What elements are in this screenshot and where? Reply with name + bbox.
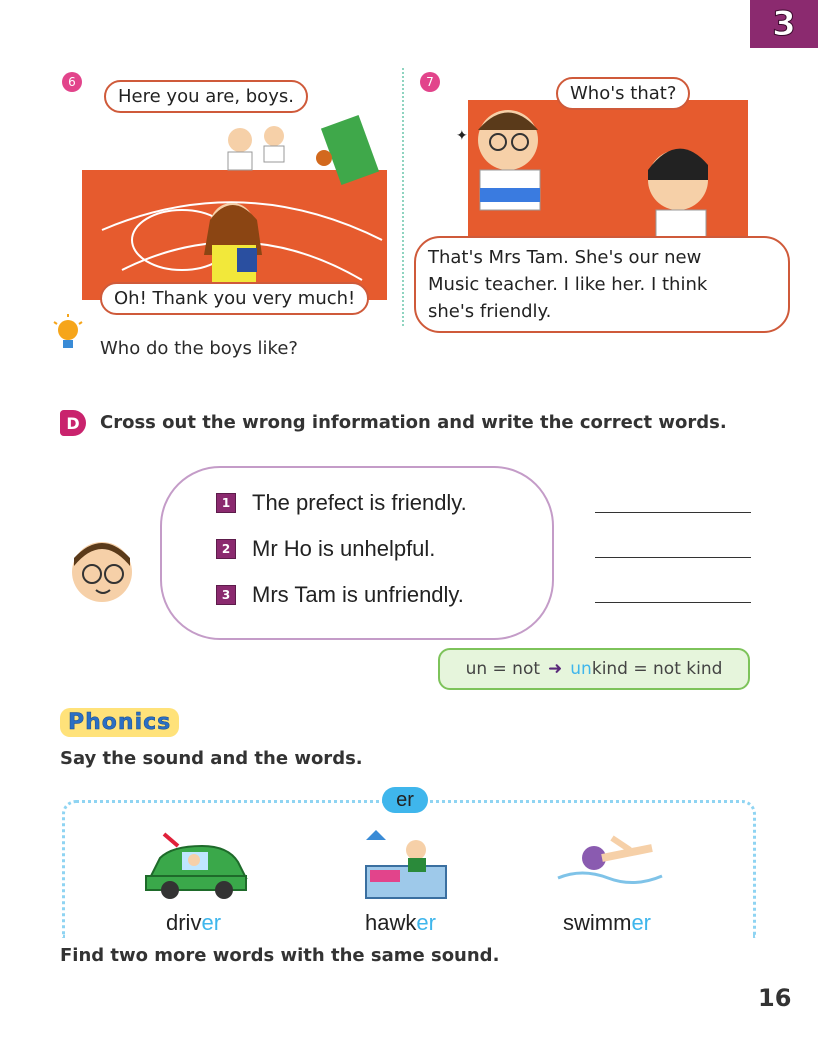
rule-box [438, 648, 750, 690]
exercise-item [216, 536, 435, 562]
item-number: 2 [216, 539, 236, 559]
phonics-logo [60, 708, 179, 737]
item-text: Mr Ho is unhelpful. [252, 536, 436, 561]
item-number: 3 [216, 585, 236, 605]
unit-number: 3 [772, 4, 796, 44]
panel-number: 6 [62, 72, 82, 92]
bubble-line: Music teacher. I like her. I think [428, 274, 708, 295]
exercise-item [216, 490, 467, 516]
answer-line-3[interactable] [595, 602, 751, 603]
sound-chip: er [382, 787, 428, 813]
phonics-word [166, 910, 221, 936]
answer-line-1[interactable] [595, 512, 751, 513]
answer-line-2[interactable] [595, 557, 751, 558]
hawker-icon [356, 826, 456, 910]
rule-left: un = not [465, 659, 541, 679]
panel-number: 7 [420, 72, 440, 92]
arrow-right-icon: ➜ [548, 659, 563, 679]
section-letter: D [66, 413, 80, 433]
word-stem: hawk [365, 910, 417, 935]
item-number: 1 [216, 493, 236, 513]
speech-bubble-long [414, 236, 790, 333]
item-text: The prefect is friendly. [252, 490, 467, 515]
item-text: Mrs Tam is unfriendly. [252, 582, 464, 607]
rule-rest: kind = not kind [591, 659, 723, 679]
boy-avatar [62, 528, 142, 612]
word-ending: er [201, 910, 222, 935]
speech-bubble: Who's that? [556, 77, 690, 110]
word-stem: swimm [563, 910, 632, 935]
word-ending: er [416, 910, 436, 935]
section-d-icon [60, 410, 86, 436]
bubble-line: she's friendly. [428, 301, 552, 322]
word-stem: driv [166, 910, 202, 935]
comprehension-question: Who do the boys like? [100, 338, 298, 359]
phonics-word [365, 910, 436, 936]
section-d-instruction: Cross out the wrong information and write the correct words. [100, 412, 727, 433]
phonics-title: Phonics [60, 708, 179, 737]
swimmer-icon [552, 828, 672, 902]
speech-bubble: Here you are, boys. [104, 80, 308, 113]
lightbulb-icon [50, 312, 86, 362]
phonics-followup: Find two more words with the same sound. [60, 945, 500, 966]
word-ending: er [631, 910, 651, 935]
panel-divider [402, 68, 404, 326]
bubble-line: That's Mrs Tam. She's our new [428, 247, 702, 268]
exercise-item [216, 582, 464, 608]
car-driver-icon [142, 832, 252, 906]
rule-prefix: un [570, 659, 592, 679]
phonics-instruction: Say the sound and the words. [60, 748, 363, 769]
rule-right [570, 659, 722, 679]
unit-tab [750, 0, 818, 48]
svg-text:✦: ✦ [456, 128, 468, 144]
speech-bubble: Oh! Thank you very much! [100, 282, 369, 315]
phonics-word [563, 910, 651, 936]
page-number: 16 [758, 984, 792, 1012]
